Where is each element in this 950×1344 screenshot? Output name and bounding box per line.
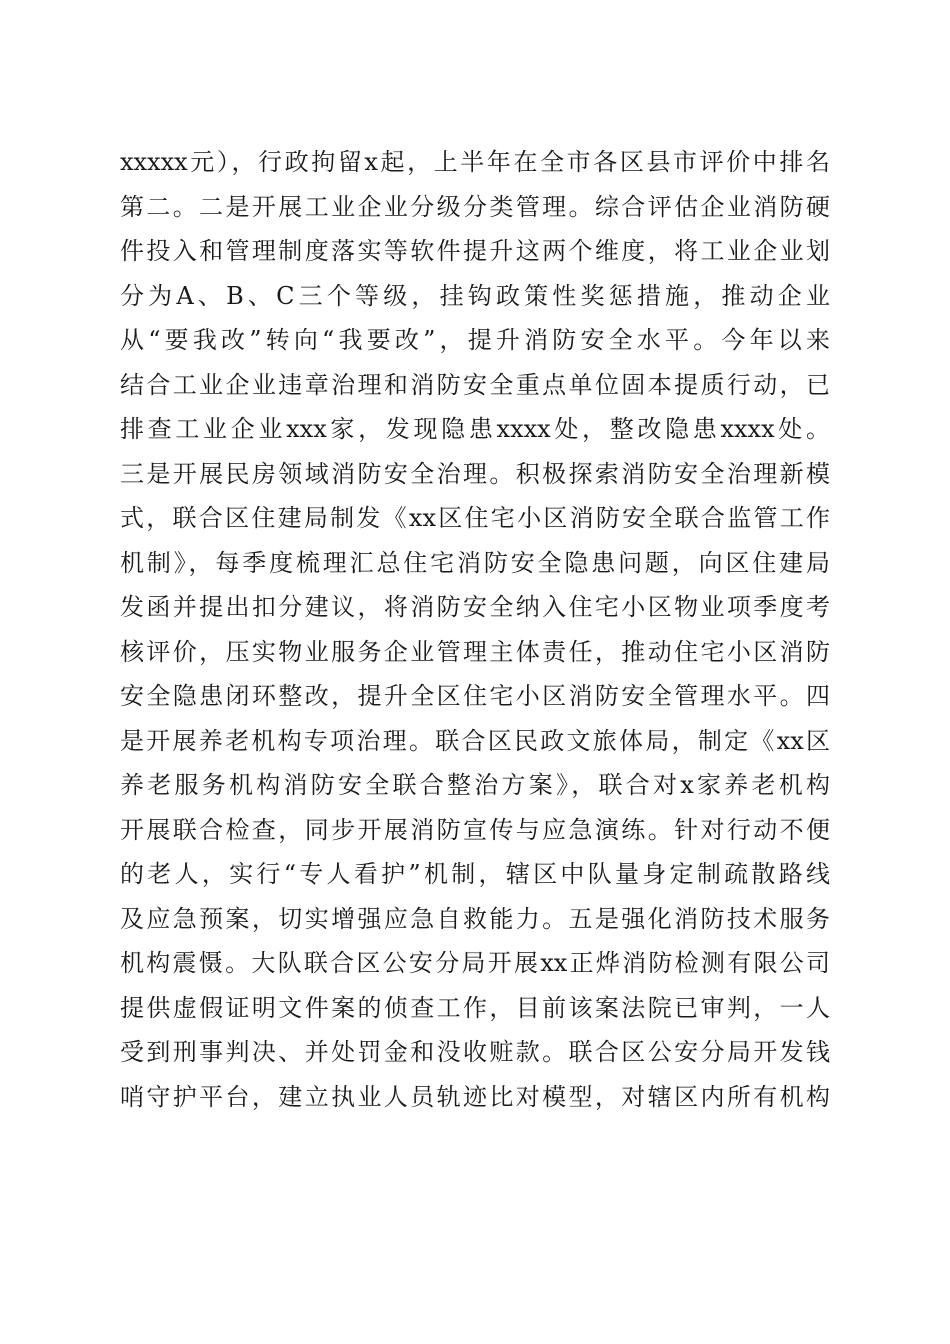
- text-line: 件投入和管理制度落实等软件提升这两个维度，将工业企业划: [120, 237, 830, 265]
- text-line: 分为A、B、C三个等级，挂钩政策性奖惩措施，推动企业: [120, 281, 830, 310]
- text-line: 结合工业企业违章治理和消防安全重点单位固本提质行动，已: [120, 370, 830, 399]
- text-line: 排查工业企业xxx家，发现隐患xxxx处，整改隐患xxxx处。: [120, 415, 830, 443]
- text-line: 开展联合检查，同步开展消防宣传与应急演练。针对行动不便: [120, 815, 830, 844]
- text-line: 式，联合区住建局制发《xx区住宅小区消防安全联合监管工作: [120, 504, 830, 532]
- text-line: 机构震慑。大队联合区公安分局开展xx正烨消防检测有限公司: [120, 949, 830, 977]
- text-line: 机制》，每季度梳理汇总住宅消防安全隐患问题，向区住建局: [120, 548, 830, 577]
- text-line: 哨守护平台，建立执业人员轨迹比对模型，对辖区内所有机构: [120, 1082, 830, 1111]
- text-line: 的老人，实行“专人看护”机制，辖区中队量身定制疏散路线: [120, 860, 830, 888]
- body-text: [120, 140, 830, 1119]
- text-line: 及应急预案，切实增强应急自救能力。五是强化消防技术服务: [120, 904, 830, 933]
- text-line: 从“要我改”转向“我要改”，提升消防安全水平。今年以来: [120, 326, 830, 354]
- text-line: 受到刑事判决、并处罚金和没收赃款。联合区公安分局开发钱: [120, 1038, 830, 1066]
- text-line: 是开展养老机构专项治理。联合区民政文旅体局，制定《xx区: [120, 726, 830, 755]
- text-line: 提供虚假证明文件案的侦查工作，目前该案法院已审判，一人: [120, 993, 830, 1022]
- text-line: 第二。二是开展工业企业分级分类管理。综合评估企业消防硬: [120, 192, 830, 221]
- text-line: 三是开展民房领域消防安全治理。积极探索消防安全治理新模: [120, 459, 830, 488]
- text-line: xxxxx元），行政拘留x起，上半年在全市各区县市评价中排名: [120, 148, 830, 176]
- text-line: 养老服务机构消防安全联合整治方案》，联合对x家养老机构: [120, 771, 830, 799]
- text-line: 发函并提出扣分建议，将消防安全纳入住宅小区物业项季度考: [120, 593, 830, 621]
- text-line: 核评价，压实物业服务企业管理主体责任，推动住宅小区消防: [120, 637, 830, 666]
- text-line: 安全隐患闭环整改，提升全区住宅小区消防安全管理水平。四: [120, 682, 830, 710]
